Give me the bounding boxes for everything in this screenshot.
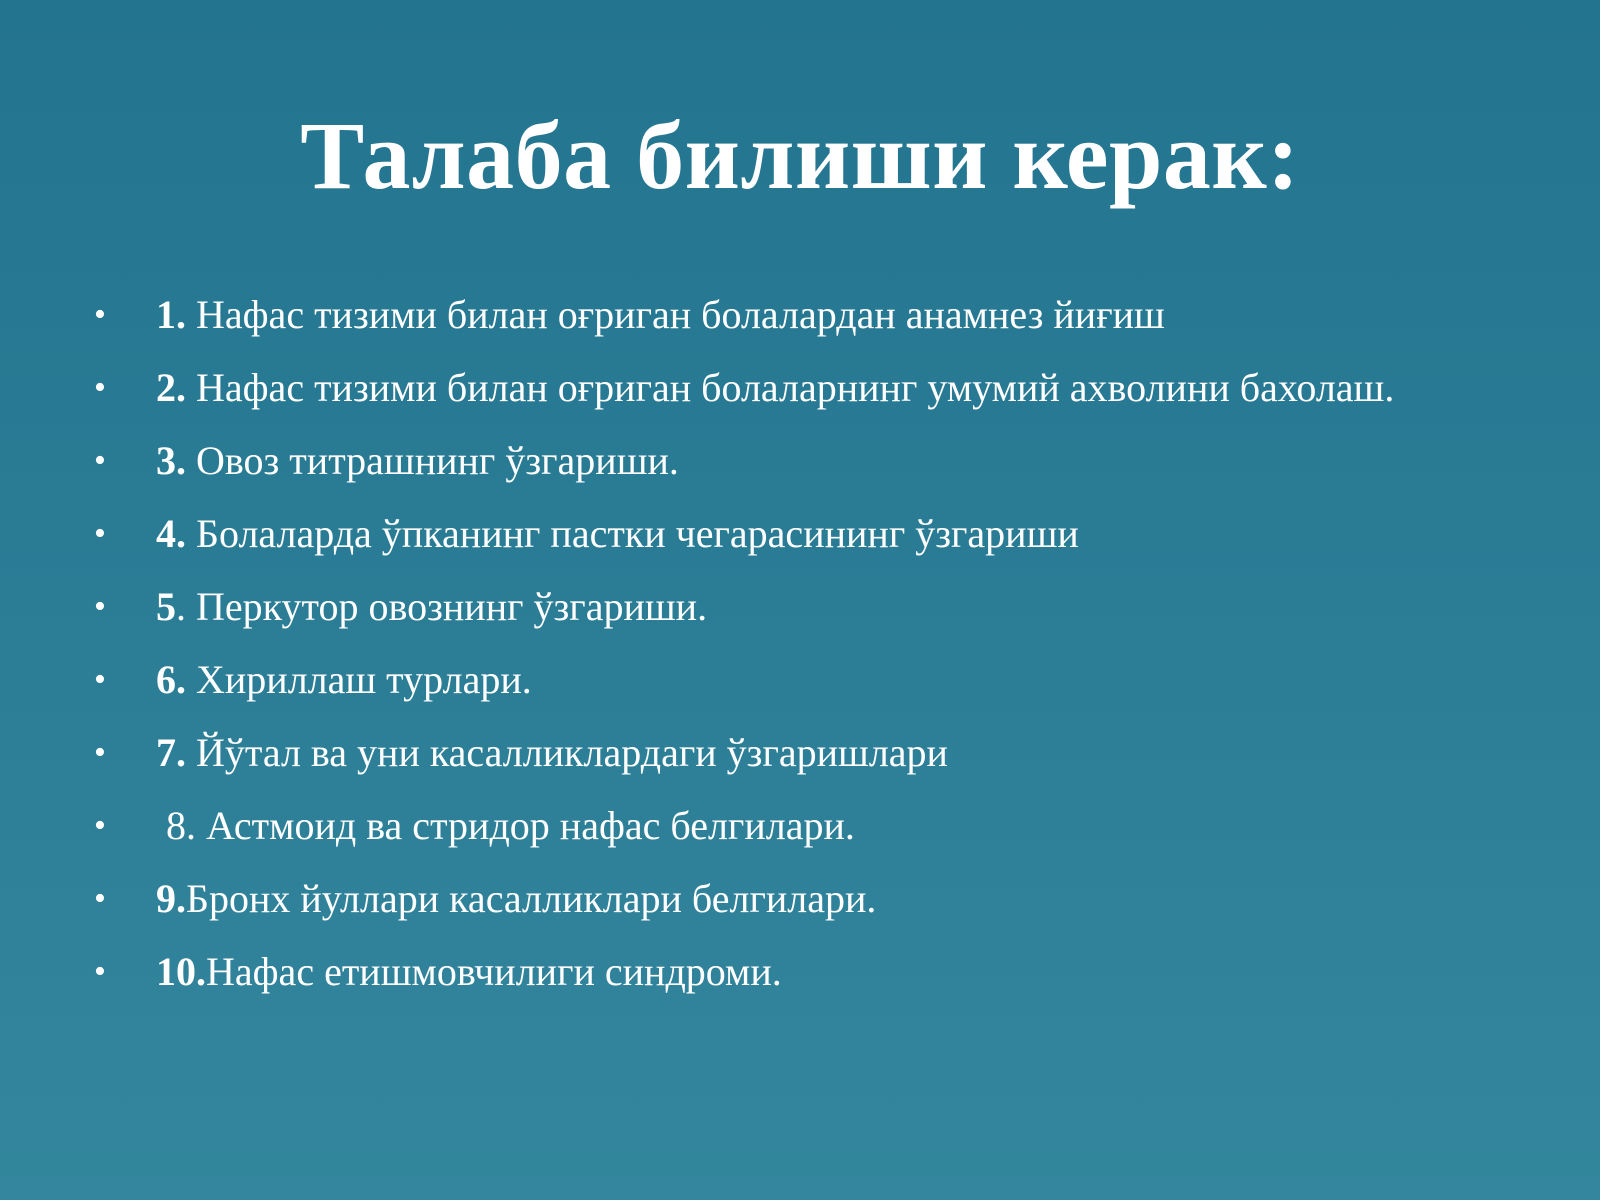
item-text: Нафас тизими билан оғриган болаларнинг умумий ахволини бахолаш. — [196, 365, 1395, 410]
item-number: 2. — [156, 365, 186, 410]
item-separator — [186, 511, 196, 556]
item-number: 6. — [156, 657, 186, 702]
item-text: Нафас етишмовчилиги синдроми. — [206, 949, 782, 994]
list-item — [0, 507, 1600, 560]
list-item — [0, 361, 1600, 414]
list-item — [0, 799, 1600, 852]
bullet-icon: • — [94, 296, 106, 333]
item-text: Болаларда ўпканинг пастки чегарасининг ўзгариши — [196, 511, 1079, 556]
item-text: Йўтал ва уни касалликлардаги ўзгаришлари — [196, 730, 948, 775]
item-text: Астмоид ва стридор нафас белгилари. — [206, 803, 855, 848]
bullet-icon: • — [94, 369, 106, 406]
item-separator — [186, 365, 196, 410]
item-text: Бронх йуллари касалликлари белгилари. — [186, 876, 877, 921]
list-item — [0, 653, 1600, 706]
list-item — [0, 726, 1600, 779]
item-separator — [186, 657, 196, 702]
item-number: 10. — [156, 949, 206, 994]
list-item — [0, 945, 1600, 998]
item-text: Нафас тизими билан оғриган болалардан анамнез йиғиш — [196, 292, 1165, 337]
item-text: Перкутор овознинг ўзгариши. — [196, 584, 708, 629]
item-separator: . — [176, 584, 196, 629]
item-number: 4. — [156, 511, 186, 556]
item-text: Овоз титрашнинг ўзгариши. — [196, 438, 679, 483]
list-item — [0, 288, 1600, 341]
item-number: 3. — [156, 438, 186, 483]
bullet-icon: • — [94, 953, 106, 990]
bullet-icon: • — [94, 515, 106, 552]
item-number: 1. — [156, 292, 186, 337]
bullet-list — [0, 288, 1600, 1018]
list-item — [0, 580, 1600, 633]
bullet-icon: • — [94, 880, 106, 917]
item-number: 7. — [156, 730, 186, 775]
bullet-icon: • — [94, 442, 106, 479]
bullet-icon: • — [94, 807, 106, 844]
bullet-icon: • — [94, 661, 106, 698]
item-separator: 8. — [156, 803, 206, 848]
bullet-icon: • — [94, 734, 106, 771]
item-number: 5 — [156, 584, 176, 629]
slide-title: Талаба билиши керак: — [300, 102, 1300, 209]
item-separator — [186, 292, 196, 337]
list-item — [0, 434, 1600, 487]
item-separator — [186, 730, 196, 775]
list-item — [0, 872, 1600, 925]
bullet-icon: • — [94, 588, 106, 625]
item-separator — [186, 438, 196, 483]
item-number: 9. — [156, 876, 186, 921]
item-text: Хириллаш турлари. — [196, 657, 532, 702]
